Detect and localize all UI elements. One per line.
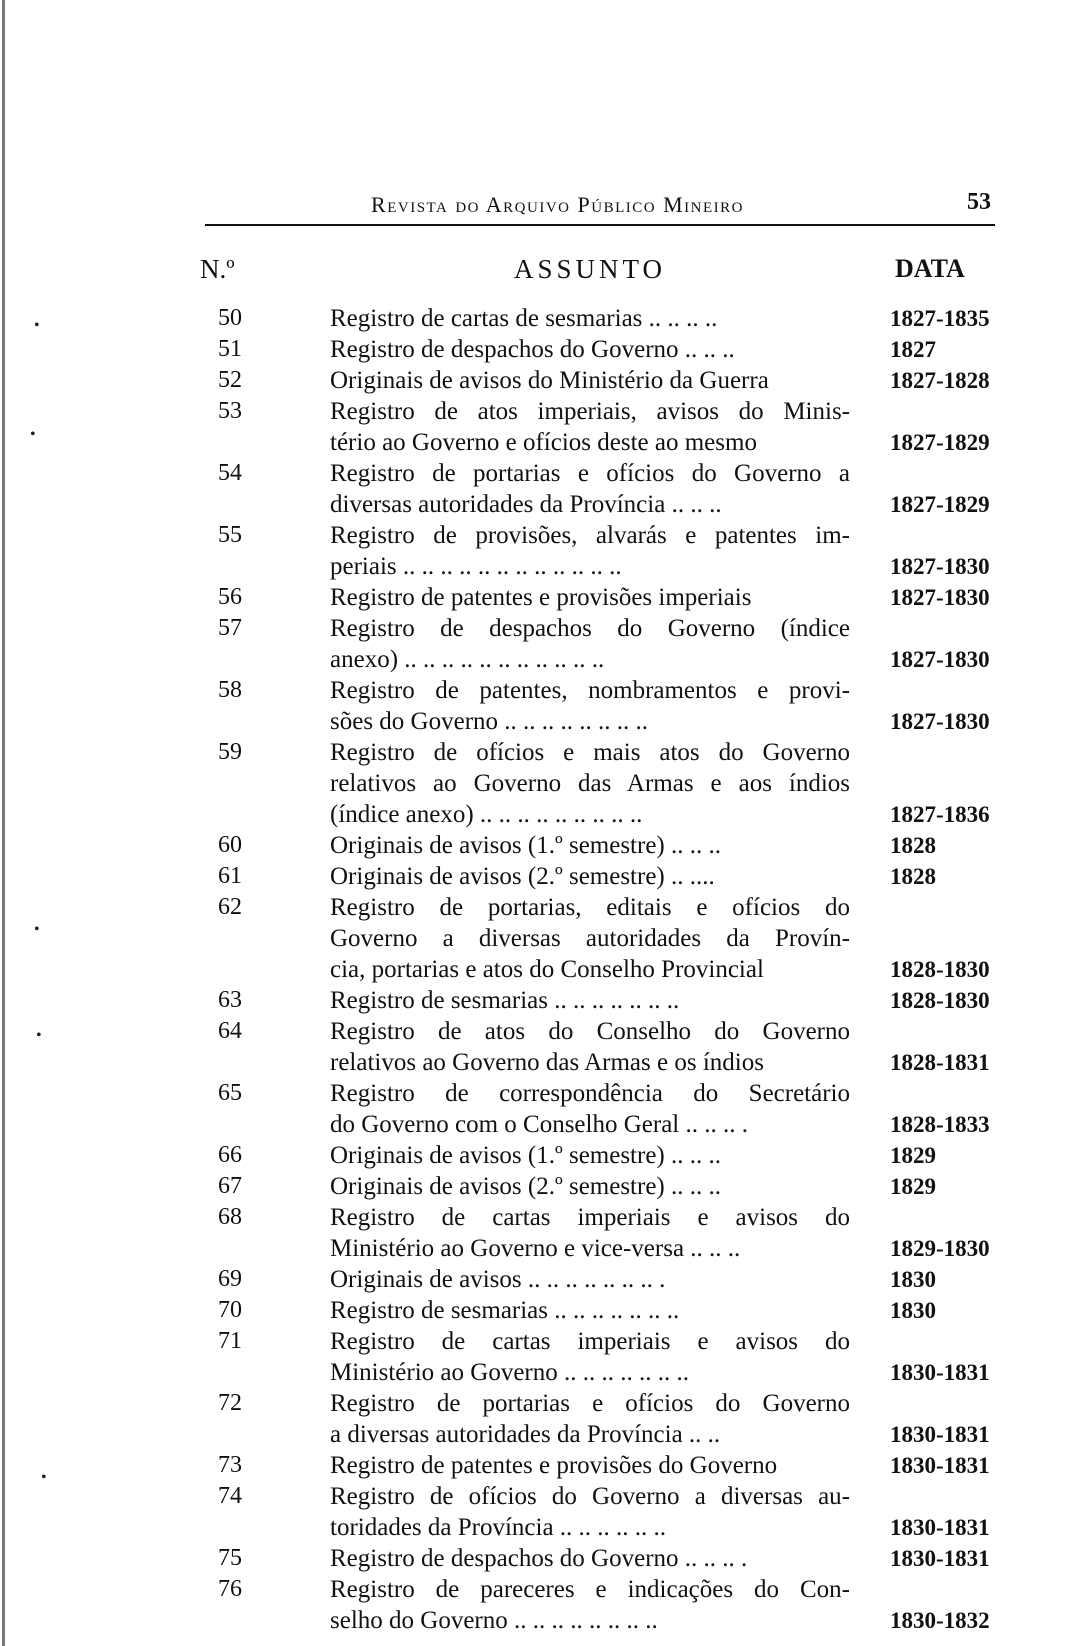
entry-number: 62 (218, 894, 242, 920)
entry-subject-line: Registro de cartas imperiais e avisos do (330, 1204, 850, 1231)
table-row (0, 334, 1067, 365)
entry-date: 1830-1832 (890, 1608, 990, 1633)
entry-number: 64 (218, 1018, 242, 1044)
entry-subject-line: Registro de cartas imperiais e avisos do (330, 1328, 850, 1355)
entry-subject (330, 737, 850, 830)
table-row (0, 861, 1067, 892)
table-row (0, 1481, 1067, 1543)
entry-subject-line: Registro de patentes, nombramentos e provi- (330, 677, 850, 704)
entry-date: 1830-1831 (890, 1546, 990, 1571)
entry-subject (330, 830, 850, 861)
entry-date: 1830-1831 (890, 1453, 990, 1478)
entry-number: 75 (218, 1545, 242, 1571)
running-title: Revista do Arquivo Público Mineiro (371, 192, 744, 217)
table-row (0, 1202, 1067, 1264)
table-row (0, 1295, 1067, 1326)
entry-subject-line: Registro de patentes e provisões do Governo (330, 1452, 778, 1479)
entry-number: 61 (218, 863, 242, 889)
entry-date: 1830-1831 (890, 1515, 990, 1540)
entry-number: 68 (218, 1204, 242, 1230)
entry-subject-line: Registro de sesmarias .. .. .. .. .. .. .. (330, 1297, 680, 1324)
entry-subject-line: Registro de despachos do Governo (índice (330, 615, 850, 642)
entry-date: 1827 (890, 337, 936, 362)
entry-date: 1828-1833 (890, 1112, 990, 1137)
table-row (0, 396, 1067, 458)
table-row (0, 458, 1067, 520)
entry-date: 1828-1830 (890, 988, 990, 1013)
table-row (0, 892, 1067, 985)
entry-number: 55 (218, 522, 242, 548)
page-number: 53 (967, 189, 991, 215)
margin-speck: • (34, 921, 40, 938)
table-row (0, 830, 1067, 861)
margin-speck: • (34, 317, 40, 334)
entry-subject-line: Registro de cartas de sesmarias .. .. .. .. (330, 305, 718, 332)
entry-subject-line: Registro de ofícios do Governo a diversas au- (330, 1483, 850, 1510)
entry-subject-line: do Governo com o Conselho Geral .. .. .. . (330, 1111, 748, 1138)
entry-subject (330, 1140, 850, 1171)
entry-subject (330, 892, 850, 985)
entry-subject-line: Ministério ao Governo e vice-versa .. .. .. (330, 1235, 741, 1262)
entry-subject-line: cia, portarias e atos do Conselho Provincial (330, 956, 764, 983)
table-row (0, 613, 1067, 675)
entry-subject-line: Originais de avisos do Ministério da Guerra (330, 367, 769, 394)
entry-date: 1829-1830 (890, 1236, 990, 1261)
entry-number: 70 (218, 1297, 242, 1323)
entry-subject-line: Registro de portarias e ofícios do Governo (330, 1390, 850, 1417)
entry-subject (330, 1016, 850, 1078)
entry-subject-line: tério ao Governo e ofícios deste ao mesmo (330, 429, 757, 456)
entry-number: 65 (218, 1080, 242, 1106)
table-row (0, 985, 1067, 1016)
entry-date: 1827-1829 (890, 430, 990, 455)
table-row (0, 582, 1067, 613)
entry-number: 58 (218, 677, 242, 703)
entry-subject (330, 458, 850, 520)
table-row (0, 1450, 1067, 1481)
table-row (0, 303, 1067, 334)
entry-subject-line: sões do Governo .. .. .. .. .. .. .. .. (330, 708, 649, 735)
entry-subject-line: a diversas autoridades da Província .. .. (330, 1421, 721, 1448)
entry-number: 59 (218, 739, 242, 765)
table-row (0, 365, 1067, 396)
entry-date: 1830 (890, 1267, 936, 1292)
entry-subject (330, 1295, 850, 1326)
entry-subject (330, 613, 850, 675)
entry-subject (330, 1171, 850, 1202)
entry-subject-line: relativos ao Governo das Armas e aos índios (330, 770, 850, 797)
table-row (0, 520, 1067, 582)
entry-number: 54 (218, 460, 242, 486)
entry-subject-line: (índice anexo) .. .. .. .. .. .. .. .. .. (330, 801, 643, 828)
entry-subject (330, 1264, 850, 1295)
entry-subject-line: Originais de avisos (1.º semestre) .. .. .. (330, 1142, 722, 1169)
entry-number: 57 (218, 615, 242, 641)
entry-subject (330, 1543, 850, 1574)
column-header-number: N.º (200, 254, 235, 284)
entry-date: 1828-1830 (890, 957, 990, 982)
table-row (0, 1326, 1067, 1388)
entry-number: 63 (218, 987, 242, 1013)
entry-number: 51 (218, 336, 242, 362)
entry-number: 74 (218, 1483, 242, 1509)
entry-date: 1829 (890, 1143, 936, 1168)
entry-number: 52 (218, 367, 242, 393)
entry-number: 56 (218, 584, 242, 610)
entry-date: 1827-1828 (890, 368, 990, 393)
entry-subject (330, 1326, 850, 1388)
entry-date: 1827-1835 (890, 306, 990, 331)
entry-subject (330, 334, 850, 365)
entry-subject-line: Registro de despachos do Governo .. .. .. (330, 336, 735, 363)
entry-date: 1828 (890, 833, 936, 858)
entry-subject-line: Originais de avisos (2.º semestre) .. .... (330, 863, 715, 890)
entry-date: 1827-1830 (890, 585, 990, 610)
entry-subject-line: Registro de portarias, editais e ofícios do (330, 894, 850, 921)
entry-subject (330, 396, 850, 458)
entry-number: 60 (218, 832, 242, 858)
entry-subject (330, 520, 850, 582)
entry-number: 53 (218, 398, 242, 424)
entry-date: 1828-1831 (890, 1050, 990, 1075)
entry-subject-line: Originais de avisos (1.º semestre) .. .. .. (330, 832, 722, 859)
table-row (0, 1078, 1067, 1140)
entry-subject-line: Registro de despachos do Governo .. .. .. . (330, 1545, 748, 1572)
entry-number: 50 (218, 305, 242, 331)
table-row (0, 1543, 1067, 1574)
entry-subject (330, 1450, 850, 1481)
entry-subject-line: Originais de avisos .. .. .. .. .. .. .. . (330, 1266, 666, 1293)
entry-date: 1827-1829 (890, 492, 990, 517)
entry-date: 1830-1831 (890, 1360, 990, 1385)
entry-subject-line: Registro de pareceres e indicações do Con- (330, 1576, 850, 1603)
entry-subject-line: periais .. .. .. .. .. .. .. .. .. .. .. .. (330, 553, 622, 580)
entry-subject (330, 1481, 850, 1543)
entry-subject (330, 582, 850, 613)
margin-speck: • (30, 426, 36, 443)
entry-subject (330, 303, 850, 334)
entry-subject (330, 1388, 850, 1450)
table-row (0, 1264, 1067, 1295)
entry-subject-line: Ministério ao Governo .. .. .. .. .. .. .. (330, 1359, 689, 1386)
table-row (0, 737, 1067, 830)
entry-subject (330, 985, 850, 1016)
entry-subject-line: Registro de portarias e ofícios do Governo a (330, 460, 850, 487)
entry-subject (330, 1078, 850, 1140)
entry-subject-line: relativos ao Governo das Armas e os índios (330, 1049, 764, 1076)
entry-number: 69 (218, 1266, 242, 1292)
entry-date: 1830 (890, 1298, 936, 1323)
entry-subject-line: Governo a diversas autoridades da Provín- (330, 925, 850, 952)
entry-subject (330, 861, 850, 892)
table-row (0, 1388, 1067, 1450)
entry-date: 1827-1830 (890, 647, 990, 672)
entry-subject (330, 365, 850, 396)
table-row (0, 1171, 1067, 1202)
entry-subject-line: Originais de avisos (2.º semestre) .. .. .. (330, 1173, 722, 1200)
entry-subject-line: Registro de ofícios e mais atos do Governo (330, 739, 850, 766)
entry-number: 66 (218, 1142, 242, 1168)
entry-subject-line: diversas autoridades da Província .. .. .. (330, 491, 722, 518)
table-row (0, 1016, 1067, 1078)
entry-date: 1827-1830 (890, 709, 990, 734)
entries-table (0, 303, 1067, 1636)
entry-subject-line: Registro de patentes e provisões imperiais (330, 584, 752, 611)
entry-subject-line: selho do Governo .. .. .. .. .. .. .. .. (330, 1607, 658, 1634)
entry-number: 72 (218, 1390, 242, 1416)
entry-subject (330, 675, 850, 737)
entry-number: 73 (218, 1452, 242, 1478)
column-header-date: DATA (895, 254, 965, 283)
entry-date: 1827-1836 (890, 802, 990, 827)
margin-speck: • (41, 1469, 47, 1486)
entry-subject-line: Registro de atos imperiais, avisos do Minis- (330, 398, 850, 425)
entry-date: 1829 (890, 1174, 936, 1199)
entry-subject (330, 1202, 850, 1264)
entry-number: 67 (218, 1173, 242, 1199)
entry-number: 71 (218, 1328, 242, 1354)
entry-subject-line: anexo) .. .. .. .. .. .. .. .. .. .. .. (330, 646, 605, 673)
entry-date: 1828 (890, 864, 936, 889)
table-row (0, 1574, 1067, 1636)
column-header-subject: ASSUNTO (513, 254, 667, 284)
entry-number: 76 (218, 1576, 242, 1602)
entry-subject-line: toridades da Província .. .. .. .. .. .. (330, 1514, 667, 1541)
table-row (0, 675, 1067, 737)
entry-subject-line: Registro de provisões, alvarás e patentes im- (330, 522, 850, 549)
page-header (205, 188, 995, 226)
entry-date: 1827-1830 (890, 554, 990, 579)
entry-subject (330, 1574, 850, 1636)
margin-speck: • (36, 1027, 42, 1044)
entry-subject-line: Registro de correspondência do Secretário (330, 1080, 850, 1107)
entry-subject-line: Registro de atos do Conselho do Governo (330, 1018, 850, 1045)
table-row (0, 1140, 1067, 1171)
entry-date: 1830-1831 (890, 1422, 990, 1447)
entry-subject-line: Registro de sesmarias .. .. .. .. .. .. .. (330, 987, 680, 1014)
